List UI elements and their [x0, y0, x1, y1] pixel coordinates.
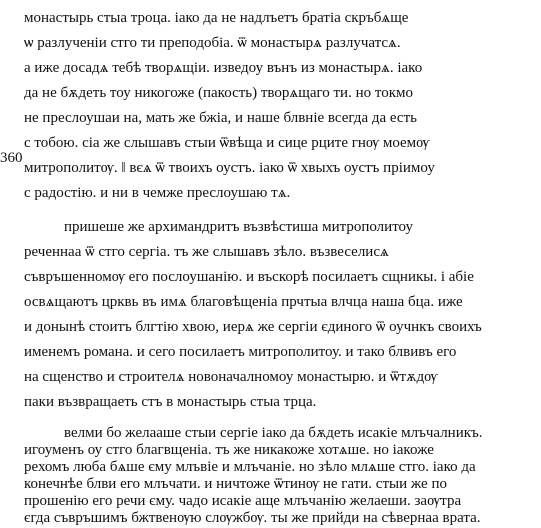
- text-line: именемъ романа. и сего посилаетъ митрополитоу. и тако блвивъ его: [24, 344, 457, 360]
- text-line: да не бѫдеть тоу никогоже (пакость) творѧщаго ти. но токмо: [24, 85, 413, 101]
- text-line: єгда съвръшимъ бжтвенѹю слѹжбѹ. ты же прийди на сѣвернаа врата.: [24, 510, 481, 526]
- text-line: а иже досадѧ тебѣ творѧщіи. изведоу вънъ из монастырѧ. іако: [24, 60, 423, 76]
- paragraph-start-line: пришеше же архимандритъ възвѣстиша митрополитоу: [64, 219, 413, 235]
- text-line: ѡ разлученіи стго ти преподобіа. ѿ монастырѧ разлучатсѧ.: [24, 35, 401, 51]
- text-line: с радостію. и ни в чемже преслоушаю тѧ.: [24, 185, 291, 201]
- line-number: 360: [0, 150, 23, 166]
- text-line: рехомъ люба бѧше єму млъвіе и млъчаніе. но зѣло млѧше стго. іако да: [24, 459, 476, 475]
- text-line: освѧщаютъ црквь въ имѧ благовѣщеніа прчтыа влчца наша бца. иже: [24, 294, 463, 310]
- text-line: игоуменъ оу стго благвщеніа. тъ же никакоже хотѧше. но іакоже: [24, 442, 434, 458]
- text-line: и донынѣ стоитъ блгтію хвою, иерѧ же сергіи єдиного ѿ оучнкъ своихъ: [24, 319, 482, 335]
- text-line: с тобою. сіа же слышавъ стыи ѿвѣща и сице рците гнѹ моемѹ: [24, 135, 430, 151]
- text-line: конечнѣе блви его млъчати. и ничтоже ѿтинѹ не гати. стыи же по: [24, 476, 447, 492]
- paragraph-start-line: велми бо желааше стыи сергіе іако да бѫдеть исакіе млъчалникъ.: [64, 425, 483, 441]
- text-line: паки възвращаеть стъ в монастырь стыа трца.: [24, 394, 317, 410]
- text-line: съвръшенномѹ его послоушанію. и въскорѣ посилаетъ сщникы. і абіе: [24, 269, 474, 285]
- text-line: на сщенство и строителѧ новоначалномоу монастырю. и ѿтѫдѹ: [24, 369, 438, 385]
- text-line: монастырь стыа троца. іако да не надлъетъ братіа скръбѧще: [24, 10, 409, 26]
- text-line: прошенію его речи єму. чадо исакіе аще млъчанію желаеши. заѹтра: [24, 493, 462, 509]
- text-line: реченнаа ѿ стго сергіа. тъ же слышавъ зѣло. възвеселисѧ: [24, 244, 389, 260]
- text-line: митрополитѹ. ‖ вєѧ ѿ твоихъ оустъ. іако ѿ хвыхъ оустъ пріимоу: [24, 160, 435, 176]
- text-line: не преслоушаи на, мать же бжіа, и наше блвніе всегда да есть: [24, 110, 417, 126]
